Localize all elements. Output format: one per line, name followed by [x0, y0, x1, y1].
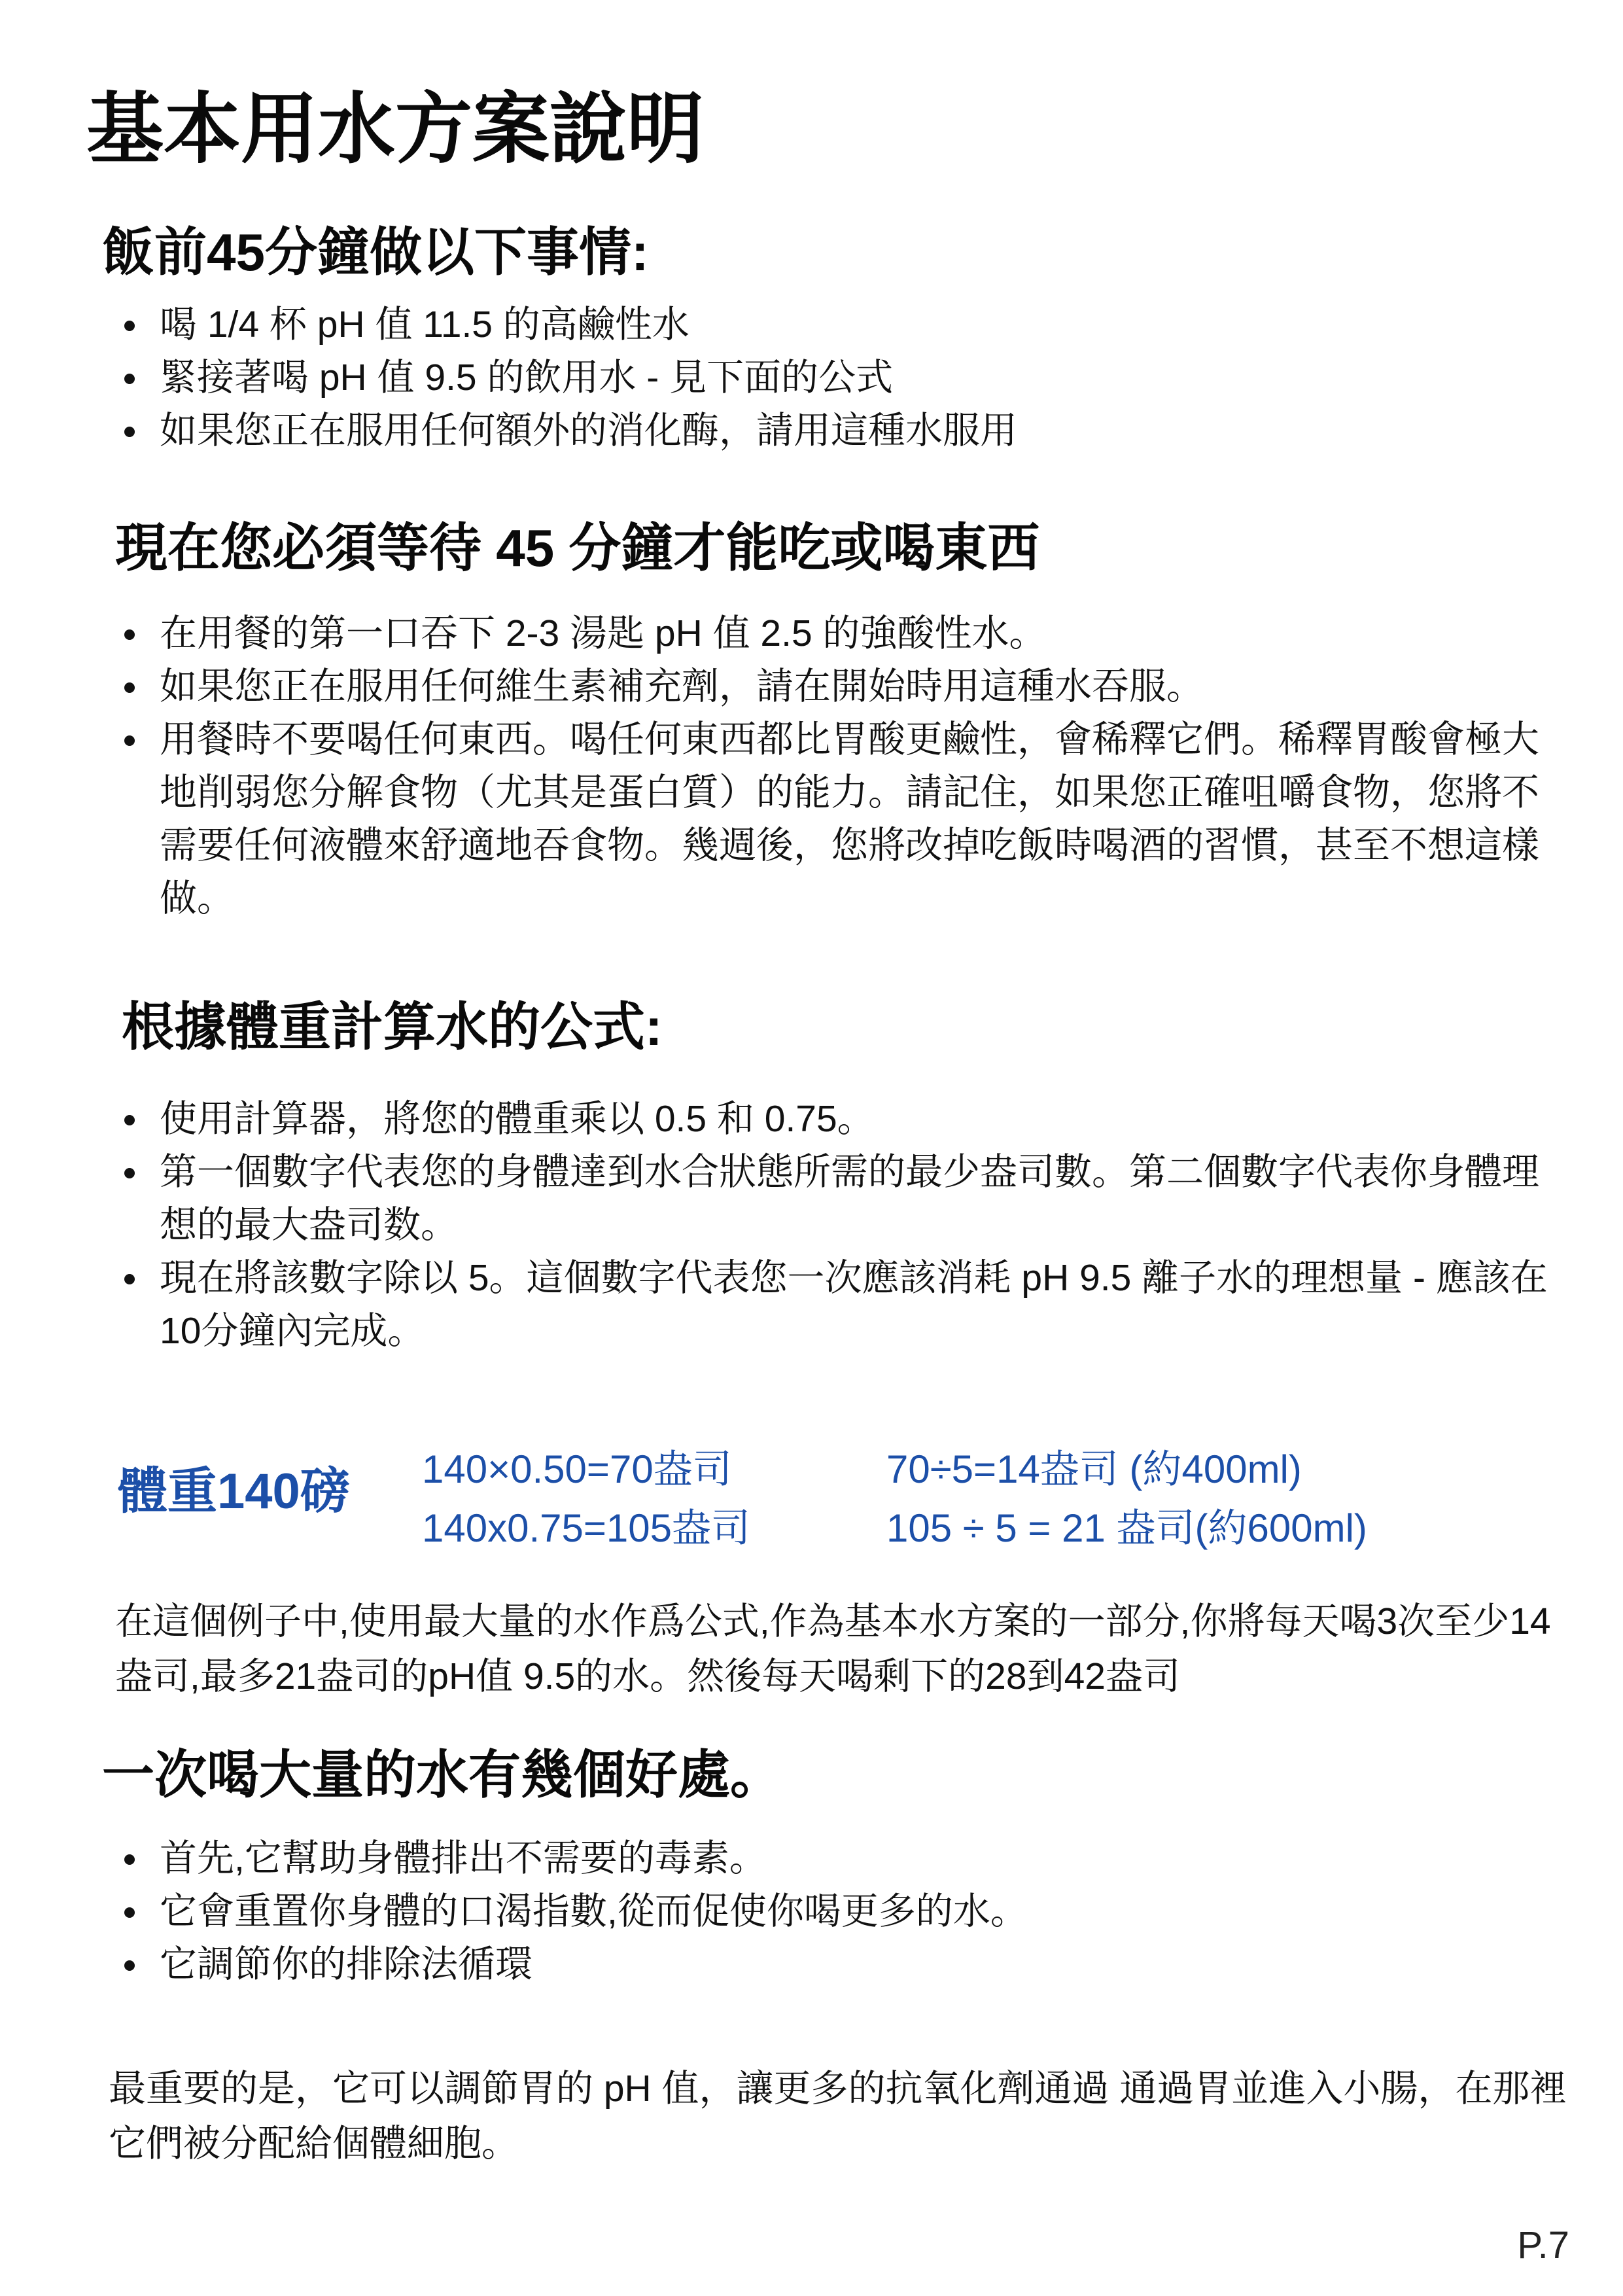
example-explanation-paragraph: 在這個例子中,使用最大量的水作爲公式,作為基本水方案的一部分,你將每天喝3次至少14盎司,最多21盎司的pH值 9.5的水。然後每天喝剩下的28到42盎司 — [115, 1600, 1551, 1697]
bullet-icon — [124, 427, 135, 437]
list-item-text: 在用餐的第一口吞下 2-3 湯匙 pH 值 2.5 的強酸性水。 — [160, 612, 1047, 654]
list-item — [118, 607, 1563, 660]
list-item — [118, 1832, 1563, 1885]
list-item — [118, 351, 1563, 404]
example-weight-label: 體重140磅 — [118, 1464, 350, 1519]
list-item-text: 用餐時不要喝任何東西。喝任何東西都比胃酸更鹼性，會稀釋它們。稀釋胃酸會極大地削弱您分解食物（尤其是蛋白質）的能力。請記住，如果您正確咀嚼食物，您將不需要任何液體來舒適地吞食物。幾週後，您將改掉吃飯時喝酒的習慣，甚至不想這樣做。 — [160, 718, 1539, 919]
list-item-text: 如果您正在服用任何額外的消化酶，請用這種水服用 — [160, 410, 1017, 451]
bullet-icon — [124, 735, 135, 746]
bullet-icon — [124, 1907, 135, 1918]
closing-paragraph: 最重要的是，它可以調節胃的 pH 值，讓更多的抗氧化劑通過 通過胃並進入小腸，在那裡它們被分配給個體細胞。 — [109, 2068, 1567, 2164]
section-heading-before-meal: 飯前45分鐘做以下事情: — [102, 223, 649, 281]
list-item-text: 第一個數字代表您的身體達到水合狀態所需的最少盎司數。第二個數字代表你身體理想的最大盎司数。 — [160, 1151, 1539, 1246]
example-calc-max: 140x0.75=105盎司 — [422, 1506, 751, 1550]
list-item-text: 使用計算器，將您的體重乘以 0.5 和 0.75。 — [160, 1098, 875, 1140]
list-item-text: 如果您正在服用任何維生素補充劑，請在開始時用這種水吞服。 — [160, 665, 1204, 707]
list-item-text: 現在將該數字除以 5。這個數字代表您一次應該消耗 pH 9.5 離子水的理想量 - 應該在10分鐘內完成。 — [160, 1257, 1548, 1352]
benefits-list — [118, 1832, 1563, 1991]
list-item-text: 喝 1/4 杯 pH 值 11.5 的高鹼性水 — [160, 304, 689, 345]
before-meal-list — [118, 298, 1563, 457]
bullet-icon — [124, 1960, 135, 1971]
list-item-text: 緊接著喝 pH 值 9.5 的飲用水 - 見下面的公式 — [160, 357, 894, 398]
list-item — [118, 298, 1563, 351]
bullet-icon — [124, 682, 135, 693]
list-item — [118, 1885, 1563, 1938]
section-heading-wait: 現在您必須等待 45 分鐘才能吃或喝東西 — [115, 519, 1040, 577]
section-heading-formula: 根據體重計算水的公式: — [122, 998, 663, 1056]
list-item — [118, 1938, 1563, 1991]
list-item — [118, 404, 1563, 457]
bullet-icon — [124, 1115, 135, 1125]
list-item — [118, 1252, 1563, 1358]
bullet-icon — [124, 321, 135, 331]
list-item-text: 它調節你的排除法循環 — [160, 1943, 532, 1985]
page-title: 基本用水方案說明 — [86, 86, 705, 173]
bullet-icon — [124, 1274, 135, 1284]
list-item-text: 首先,它幫助身體排出不需要的毒素。 — [160, 1837, 767, 1879]
bullet-icon — [124, 1168, 135, 1178]
list-item — [118, 713, 1563, 925]
page-number: P.7 — [1517, 2224, 1569, 2267]
example-divide-min: 70÷5=14盎司 (約400ml) — [886, 1447, 1302, 1491]
section-heading-benefits: 一次喝大量的水有幾個好處。 — [102, 1746, 782, 1804]
list-item — [118, 1146, 1563, 1252]
example-divide-max: 105 ÷ 5 = 21 盎司(約600ml) — [886, 1506, 1367, 1550]
bullet-icon — [124, 374, 135, 384]
formula-list — [118, 1093, 1563, 1358]
bullet-icon — [124, 1854, 135, 1865]
example-calc-min: 140×0.50=70盎司 — [422, 1447, 732, 1491]
during-meal-list — [118, 607, 1563, 925]
list-item — [118, 660, 1563, 713]
list-item — [118, 1093, 1563, 1146]
list-item-text: 它會重置你身體的口渴指數,從而促使你喝更多的水。 — [160, 1890, 1028, 1932]
bullet-icon — [124, 629, 135, 640]
